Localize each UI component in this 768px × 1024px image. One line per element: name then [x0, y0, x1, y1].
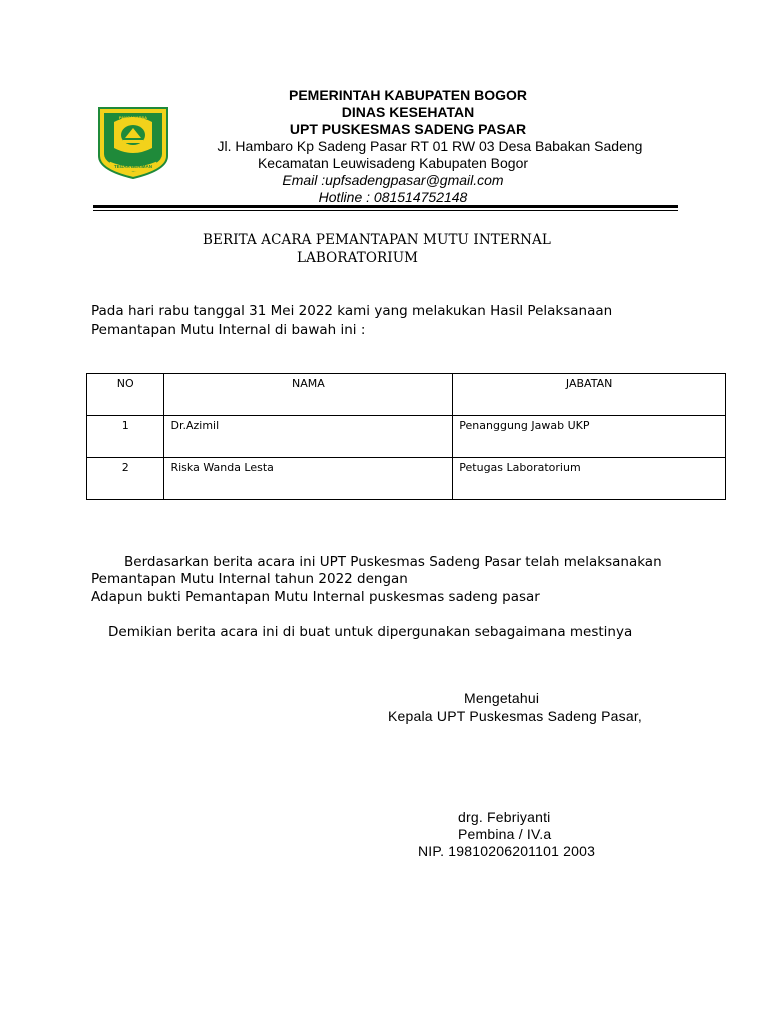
- table-header-row: [87, 374, 726, 416]
- signature-position: Kepala UPT Puskesmas Sadeng Pasar,: [388, 708, 643, 724]
- closing-line-2: Pemantapan Mutu Internal tahun 2022 dengan: [91, 571, 408, 587]
- cell-jabatan: Petugas Laboratorium: [453, 458, 726, 500]
- header-jabatan: JABATAN: [453, 374, 726, 416]
- letterhead-email: Email :upfsadengpasar@gmail.com: [282, 172, 504, 188]
- table-row: [87, 458, 726, 500]
- closing-statement: Demikian berita acara ini di buat untuk dipergunakan sebagaimana mestinya: [108, 624, 633, 640]
- document-subtitle: LABORATORIUM: [297, 250, 419, 266]
- cell-jabatan: Penanggung Jawab UKP: [453, 416, 726, 458]
- document-title: BERITA ACARA PEMANTAPAN MUTU INTERNAL: [203, 232, 551, 248]
- signature-acknowledge: Mengetahui: [464, 690, 540, 706]
- logo-motto: TEGAR BERIMAN: [114, 164, 152, 169]
- letterhead-address: Jl. Hambaro Kp Sadeng Pasar RT 01 RW 03 Desa Babakan Sadeng: [217, 138, 643, 154]
- signature-rank: Pembina / IV.a: [458, 826, 552, 842]
- letterhead-divider-thin: [93, 210, 678, 211]
- letterhead-government: PEMERINTAH KABUPATEN BOGOR: [289, 87, 527, 103]
- header-nama: NAMA: [164, 374, 453, 416]
- personnel-table: [86, 373, 726, 500]
- header-no: NO: [87, 374, 164, 416]
- table-row: [87, 416, 726, 458]
- closing-line-1: Berdasarkan berita acara ini UPT Puskesmas Sadeng Pasar telah melaksanakan: [124, 554, 662, 570]
- intro-line-1: Pada hari rabu tanggal 31 Mei 2022 kami yang melakukan Hasil Pelaksanaan: [91, 303, 613, 319]
- cell-no: 1: [87, 416, 164, 458]
- cell-no: 2: [87, 458, 164, 500]
- intro-line-2: Pemantapan Mutu Internal di bawah ini :: [91, 322, 366, 338]
- signature-nip: NIP. 19810206201101 2003: [418, 843, 596, 859]
- letterhead-district: Kecamatan Leuwisadeng Kabupaten Bogor: [257, 155, 529, 171]
- logo-top-text: PANCAKARSA: [118, 115, 148, 120]
- signature-name: drg. Febriyanti: [458, 809, 551, 825]
- cell-nama: Riska Wanda Lesta: [164, 458, 453, 500]
- letterhead-hotline: Hotline : 081514752148: [318, 189, 468, 205]
- cell-nama: Dr.Azimil: [164, 416, 453, 458]
- letterhead-department: DINAS KESEHATAN: [341, 104, 475, 120]
- letterhead-divider-thick: [93, 205, 678, 208]
- closing-line-3: Adapun bukti Pemantapan Mutu Internal puskesmas sadeng pasar: [91, 589, 540, 605]
- letterhead-unit: UPT PUSKESMAS SADENG PASAR: [289, 121, 527, 137]
